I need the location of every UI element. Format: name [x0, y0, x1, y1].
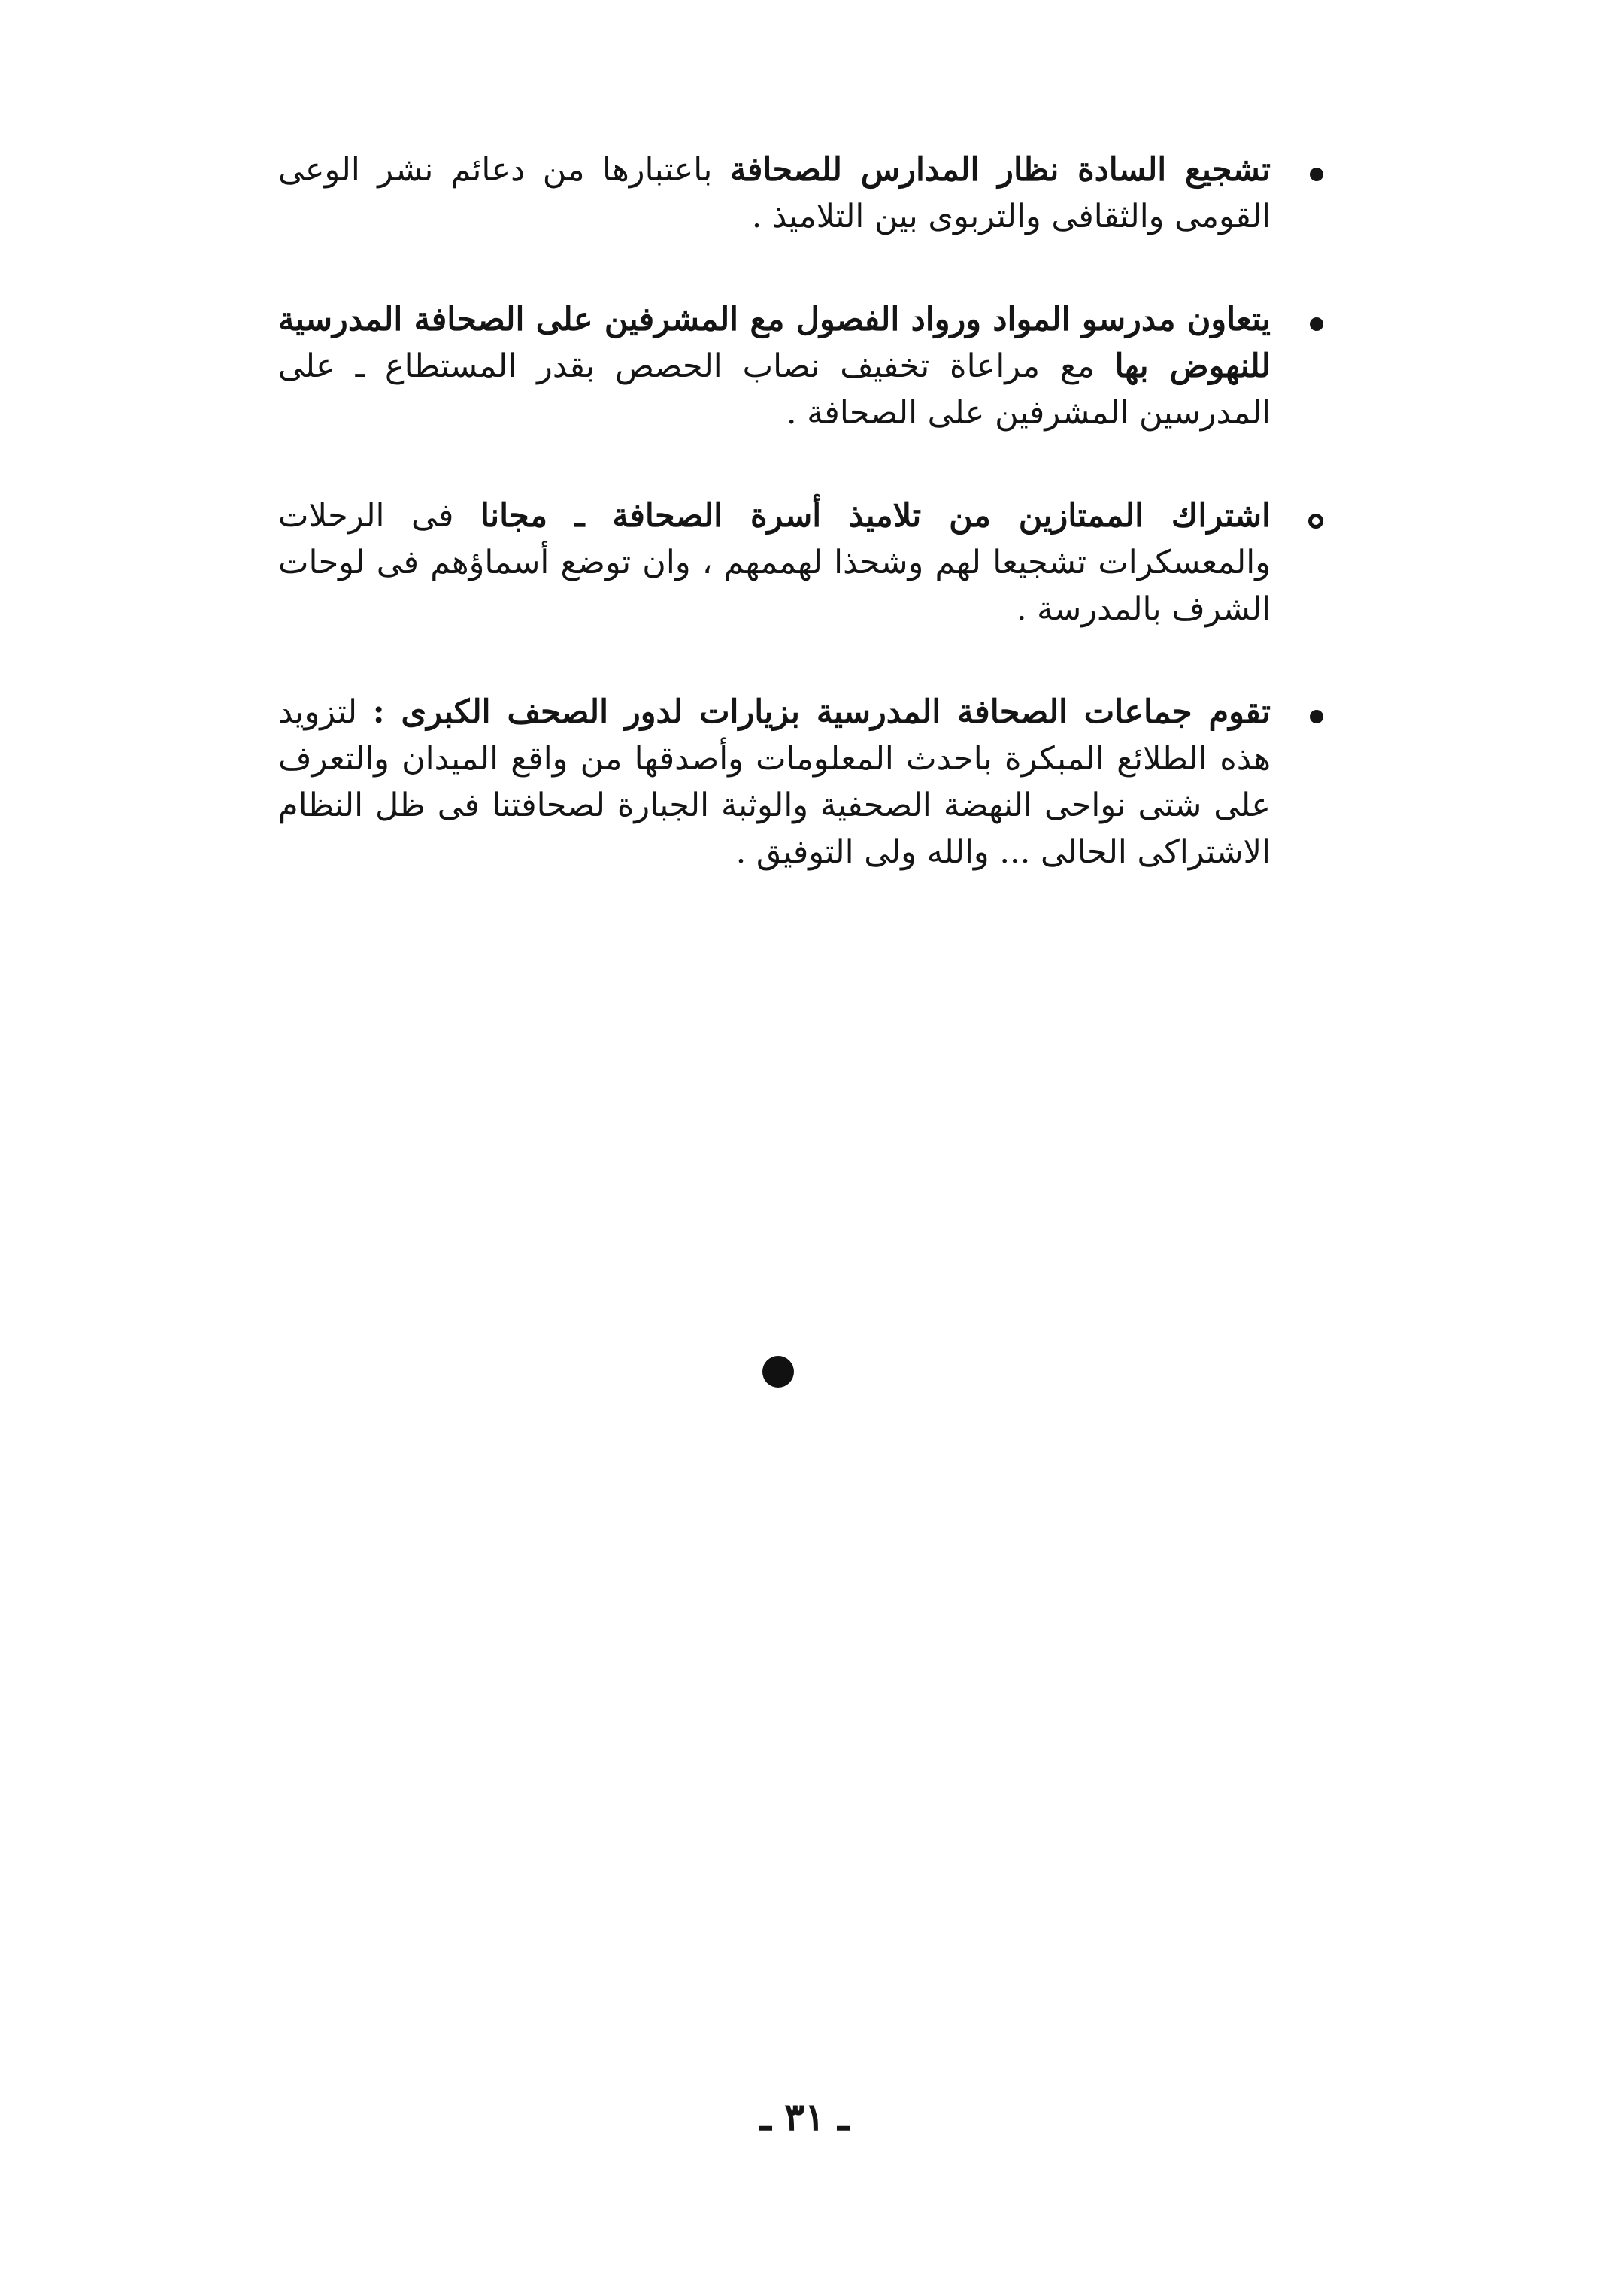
- item-text: [278, 296, 1271, 436]
- list-item: [278, 493, 1323, 632]
- item-body: لتزويد هذه الطلائع المبكرة باحدث المعلومات وأصدقها من واقع الميدان والتعرف على شتى نواحى النهضة الصحفية والوثبة الجبارة لصحافتنا فى ظل النظام الاشتراكى الحالى ... والله ولى التوفيق .: [278, 693, 1271, 871]
- item-body: باعتبارها من دعائم نشر الوعى القومى والثقافى والتربوى بين التلاميذ .: [278, 151, 1271, 235]
- bullet-dot-icon: [1310, 710, 1323, 723]
- item-lead: تشجيع السادة نظار المدارس للصحافة: [729, 151, 1271, 189]
- item-text: [278, 493, 1271, 632]
- item-body: فى الرحلات والمعسكرات تشجيعا لهم وشحذا لهممهم ، وان توضع أسماؤهم فى لوحات الشرف بالمدرسة .: [278, 497, 1271, 628]
- item-text: [278, 689, 1271, 875]
- item-text: [278, 147, 1271, 240]
- item-lead: تقوم جماعات الصحافة المدرسية بزيارات لدور الصحف الكبرى :: [372, 693, 1271, 731]
- bullet-dot-icon: [1310, 168, 1323, 181]
- list-item: [278, 147, 1323, 240]
- section-end-dot-icon: [762, 1356, 794, 1388]
- bullet-list: [278, 147, 1323, 932]
- page-number: ـ ٣١ ـ: [760, 2094, 849, 2139]
- bullet-circle-icon: [1308, 514, 1323, 529]
- list-item: [278, 296, 1323, 436]
- item-lead: يتعاون مدرسو المواد ورواد الفصول مع المشرفين على الصحافة المدرسية للنهوض بها: [278, 301, 1271, 385]
- item-lead: اشتراك الممتازين من تلاميذ أسرة الصحافة ـ مجانا: [480, 497, 1271, 535]
- list-item: [278, 689, 1323, 875]
- item-body: مع مراعاة تخفيف نصاب الحصص بقدر المستطاع ـ على المدرسين المشرفين على الصحافة .: [278, 347, 1271, 432]
- bullet-dot-icon: [1310, 317, 1323, 331]
